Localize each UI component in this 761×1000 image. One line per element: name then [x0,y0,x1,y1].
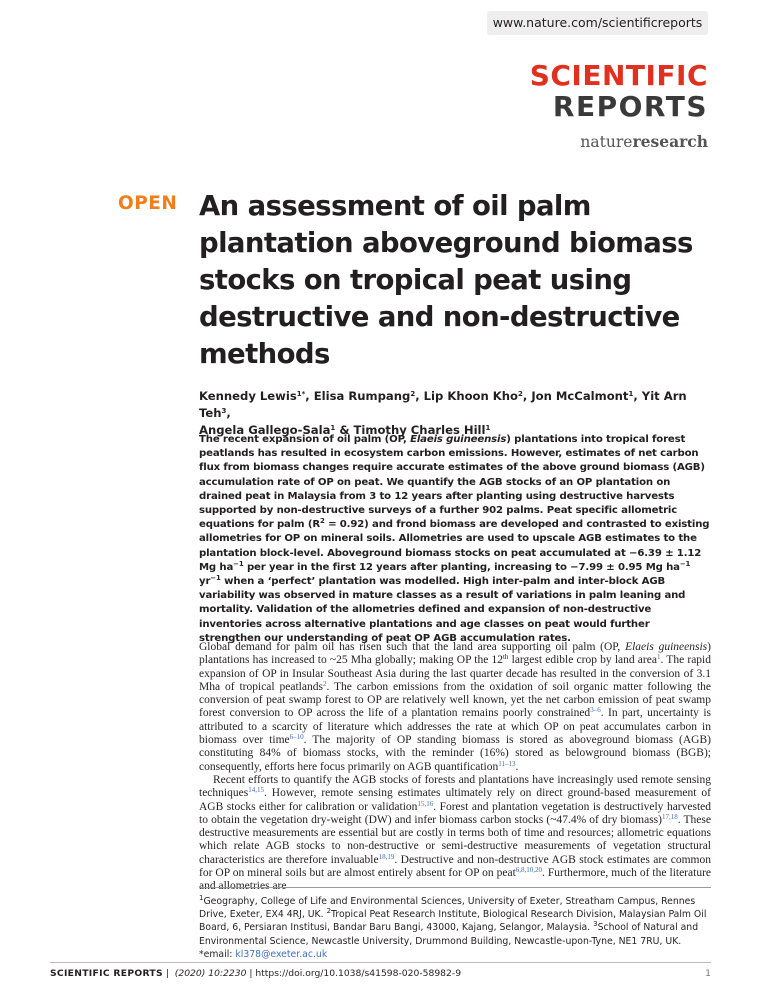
author-name[interactable]: Angela Gallego-Sala [199,423,331,437]
page-footer [50,967,711,981]
footer-divider [50,962,711,963]
page-number: 1 [705,968,711,979]
affiliations-divider [199,887,711,888]
author-name[interactable]: Elisa Rumpang [313,389,411,403]
author-list: Kennedy Lewis$^{1*}$, Elisa Rumpang$^2$, Lip Khoon Kho$^2$, Jon McCalmont$^1$, Yit Arn Teh$^3$, Angela Gallego-Sala$^1$ & Timothy Charles Hill$^1$ [199,389,687,437]
body-paragraph [199,641,711,774]
author-name[interactable]: Jon McCalmont [531,389,629,403]
body-text: . Forest and plantation vegetation is destructively harvested to obtain the vegetation dry-weight (DW) and infer biomass carbon stocks (~47.4% of dry biomass) [199,800,712,826]
publisher-logo-b: research [632,132,708,151]
open-access-label: OPEN [118,193,178,214]
author-affiliation-mark: 2 [518,390,523,398]
abstract-superscript: −1 [210,574,221,583]
affiliation-number: 3 [593,920,598,929]
footer-citation: (2020) 10:2230 [174,968,247,979]
abstract-text: The recent expansion of oil palm (OP, [199,434,411,445]
body-text: . The rapid expansion of OP in Insular Southeast Asia during the last quarter decade has resulted in the conversion of 3.1 Mha of tropical peatlands [199,654,711,693]
body-text: . The majority of OP standing biomass is stored as aboveground biomass (AGB) constituting 84% of biomass stocks, with the reminder (16%) stored as belowground biomass (BGB); consequently, efforts here focus primarily on AGB quantification [199,734,711,773]
journal-url[interactable]: www.nature.com/scientificreports [487,11,708,35]
reference-link[interactable]: 17,18 [661,812,678,821]
body-text: . However, remote sensing estimates ultimately rely on direct ground-based measurement of AGB stocks either for calibration or validation [199,787,711,813]
reference-link[interactable]: 18,19 [378,852,395,861]
reference-link[interactable]: 15,16 [417,799,434,808]
article-title: An assessment of oil palm plantation aboveground biomass stocks on tropical peat using destructive and non-destructive methods [199,190,693,370]
body-text: . The carbon emissions from the oxidation of soil organic matter following the conversion of peat swamp forest to OP are relatively well known, yet the net carbon emission of peat swamp forest conversion to OP across the life of a plantation remains poorly constrained [199,680,711,720]
abstract-superscript: −1 [679,559,691,568]
author-name[interactable]: Timothy Charles Hill [353,423,486,437]
footer-doi[interactable]: | https://doi.org/10.1038/s41598-020-58982-9 [249,968,462,979]
affiliations [199,895,711,961]
author-name[interactable]: Kennedy Lewis [199,389,297,403]
abstract-superscript: −1 [233,559,244,568]
reference-link[interactable]: 11–13 [498,759,516,768]
author-affiliation-mark: 1 [485,424,491,432]
article-body [199,641,711,894]
abstract-superscript: 2 [319,517,325,526]
reference-link[interactable]: 3–6 [590,706,601,715]
publisher-logo-a: nature [580,133,633,151]
body-text: ) plantations has increased to ~25 Mha globally; making OP the 12 [199,641,711,667]
abstract-text: per year in the first 12 years after planting, increasing to −7.99 ± 0.95 Mg ha [243,561,680,573]
body-text: . In part, uncertainty is attributed to a scarcity of literature which addresses the rate at which OP on peat accumulates carbon in biomass over time [199,707,711,747]
body-text: . Furthermore, much of the literature and allometries are [199,867,711,893]
author-affiliation-mark: 1* [296,390,306,398]
body-text: . [515,760,519,773]
ordinal-superscript: th [502,653,509,662]
author-name[interactable]: Yit Arn Teh [199,389,687,420]
abstract-text: = 0.92) and frond biomass are developed and contrasted to existing allometries for OP on mineral soils. Allometries are used to upscale AGB estimates to the plantation block-level. Aboveground biomass stocks on peat accumulated at −6.39 ± 1.12 Mg ha [199,519,710,573]
body-text: . These destructive measurements are essential but are costly in terms both of time and resources; allometric equations which relate AGB stocks to non-destructive or semi-destructive measurements of vegetation structural characteristics are therefore invaluable [199,813,711,866]
reference-link[interactable]: 6,8,10,20 [515,866,543,875]
author-name[interactable]: Lip Khoon Kho [423,389,518,403]
reference-link[interactable]: 1 [656,653,661,662]
reference-link[interactable]: 14,15 [248,786,264,795]
footer-journal-name: SCIENTIFIC REPORTS [50,968,163,979]
author-affiliation-mark: 2 [410,390,416,398]
author-affiliation-mark: 1 [628,390,634,398]
brand-logo-reports: REPORTS [552,90,708,123]
abstract [199,433,711,646]
brand-logo-scientific: SCIENTIFIC [529,59,708,92]
footer-separator: | [165,968,169,979]
body-text: . Destructive and non-destructive AGB stock estimates are common for OP on mineral soils but are almost entirely absent for OP on peat [199,853,711,880]
publisher-logo [580,133,708,151]
body-paragraph [199,774,711,894]
affiliation-text: Geography, College of Life and Environmental Sciences, University of Exeter, Streatham Campus, Rennes Drive, Exeter, EX4 4RJ, UK. [199,896,696,921]
reference-link[interactable]: 2 [322,679,327,688]
abstract-species-name: Elaeis guineensis [410,434,507,445]
abstract-text: ) plantations into tropical forest peatlands has resulted in ecosystem carbon emissions. However, estimates of net carbon flux from biomass changes require accurate estimates of the above ground biomass (AGB) accumulation rate of OP on peat. We quantify the AGB stocks of an OP plantation on drained peat in Malaysia from 3 to 12 years after planting using destructive harvests supported by non-destructive surveys of a further 902 palms. Peat specific allometric equations for palm (R [199,434,705,531]
email-label: *email: [199,948,236,960]
species-name: Elaeis guineensis [625,641,708,653]
author-affiliation-mark: 1 [330,424,336,432]
author-affiliation-mark: 3 [221,407,227,415]
affiliation-number: 2 [326,907,332,916]
affiliation-number: 1 [199,894,204,902]
abstract-text: when a ‘perfect’ plantation was modelled. High inter-palm and inter-block AGB variability was observed in mature classes as a result of variations in palm leaning and mortality. Validation of the allometries defined and expansion of non-destructive inventories across alternative plantations and age classes on peat would further strengthen our understanding of peat OP AGB accumulation rates. [199,576,686,644]
affiliation-text: School of Natural and Environmental Science, Newcastle University, Drummond Building, Newcastle-upon-Tyne, NE1 7RU, UK. [199,922,699,947]
reference-link[interactable]: 6–10 [289,733,304,742]
affiliation-text: Tropical Peat Research Institute, Biological Research Division, Malaysian Palm Oil Board, 6, Persiaran Institusi, Bandar Baru Bangi, 43000, Kajang, Selangor, Malaysia. [199,909,707,934]
body-text: Recent efforts to quantify the AGB stocks of forests and plantations have increasingly used remote sensing techniques [199,773,711,800]
corresponding-email-link[interactable]: kl378@exeter.ac.uk [235,948,328,960]
abstract-text: yr [199,576,211,588]
body-text: Global demand for palm oil has risen such that the land area supporting oil palm (OP, [199,641,626,653]
body-text: largest edible crop by land area [508,654,657,667]
